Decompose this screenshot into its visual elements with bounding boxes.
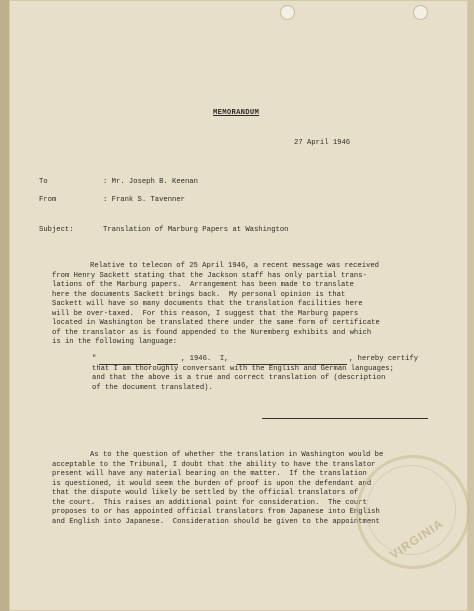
para-line: and English into Japanese. Consideration should be given to the appointment	[52, 517, 380, 526]
para-line: acceptable to the Tribunal, I doubt that the ability to have the translator	[52, 460, 376, 469]
binding-strip	[0, 0, 9, 611]
para-line: from Henry Sackett stating that the Jackson staff has only partial trans-	[52, 271, 367, 280]
para-line: proposes to or has appointed official translators from Japanese into English	[52, 508, 380, 516]
punch-hole	[414, 6, 427, 19]
para-line: is in the following language:	[52, 338, 178, 346]
punch-hole	[281, 6, 294, 19]
memo-date: 27 April 1946	[294, 139, 351, 147]
cert-open-quote: "	[92, 355, 97, 363]
cert-line: of the document translated).	[92, 383, 213, 392]
seal-text: VIRGINIA	[387, 516, 447, 562]
subject-value: Translation of Marburg Papers at Washington	[103, 226, 289, 234]
signature-line	[262, 418, 428, 419]
to-value: : Mr. Joseph B. Keenan	[103, 178, 198, 186]
para-line: will be over-taxed. For this reason, I suggest that the Marburg papers	[52, 309, 359, 318]
para-line: As to the question of whether the translation in Washington would be	[90, 451, 384, 459]
from-value: : Frank S. Tavenner	[103, 196, 185, 204]
memo-heading: MEMORANDUM	[213, 109, 260, 117]
cert-line: that I am thoroughly conversant with the English and German languages;	[92, 364, 394, 373]
para-line: of the translator as is found appended to the Nuremberg exhibits and which	[52, 328, 372, 337]
subject-label: Subject:	[39, 226, 74, 234]
cert-certify: , hereby certify	[349, 355, 419, 363]
from-label: From	[39, 196, 57, 204]
para-line: is questioned, it would seem the burden of proof is upon the defendant and	[52, 479, 372, 488]
to-label: To	[39, 178, 48, 186]
para-line: here the documents Sackett brings back. My personal opinion is that	[52, 290, 346, 299]
cert-line: and that the above is a true and correct translation of (description	[92, 374, 386, 382]
para-line: Sackett will have so many documents that the translation facilities here	[52, 300, 363, 308]
para-line: that the dispute would likely be settled by the official translators of	[52, 489, 359, 497]
para-line: the court. This raises an additional point for consideration. The court	[52, 498, 367, 507]
para-line: present will have any material bearing on the matter. If the translation	[52, 470, 367, 478]
para-line: Relative to telecon of 25 April 1946, a recent message was received	[90, 262, 379, 270]
para-line: located in Washington be translated there under the same form of certificate	[52, 319, 380, 327]
cert-year: , 1946. I,	[181, 355, 229, 363]
para-line: lations of the Marburg papers. Arrangement has been made to translate	[52, 281, 354, 289]
